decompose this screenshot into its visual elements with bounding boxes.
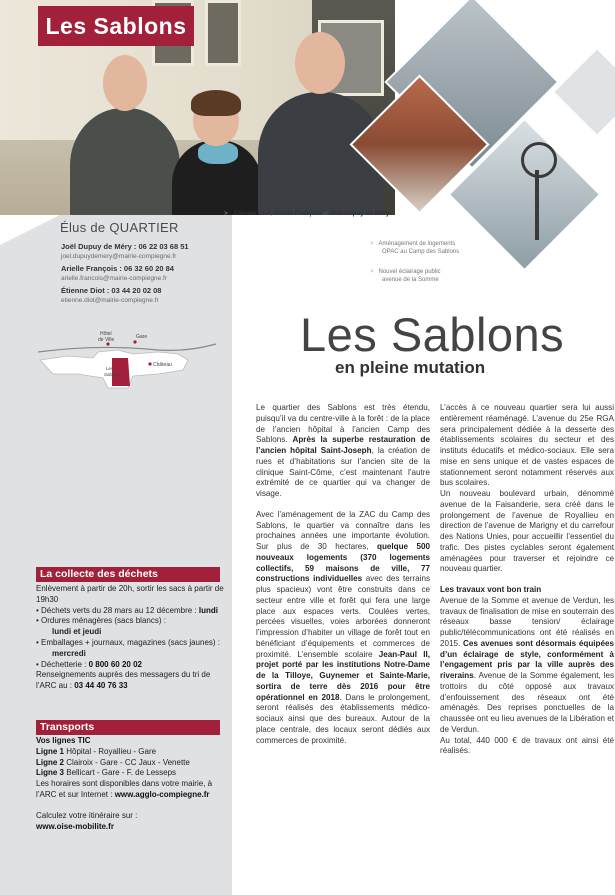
article-column-1 xyxy=(256,403,430,756)
collecte-text xyxy=(36,584,224,692)
paragraph xyxy=(256,403,430,500)
elu-email: joel.dupuydemery@mairie-compiegne.fr xyxy=(61,253,177,260)
map-label-hotel2: de Ville xyxy=(98,337,115,343)
map-label-chateau: Château xyxy=(153,362,172,368)
elu-name-phone: Joël Dupuy de Méry : 06 22 03 68 51 xyxy=(61,242,189,251)
collecte-emballages: • Emballages + journaux, magazines (sacs jaunes) : xyxy=(36,637,221,647)
ligne-text: Clairoix - Gare - CC Jaux - Venette xyxy=(64,757,190,767)
collecte-intro: Enlèvement à partir de 20h, sortir les sacs à partir de 19h30 xyxy=(36,584,224,604)
collecte-emballages-day: mercredi xyxy=(52,648,86,658)
right-caption-1: > Aménagement de logements OPAC au Camp des Sablons xyxy=(370,241,460,255)
text-run: Le quartier des Sablons est très étendu, puisqu’il va du centre-ville à la forêt : de la place de l’ancien hôpital à l’ancien Camp des Sablons. xyxy=(256,403,430,445)
diamond-photo-small xyxy=(552,47,615,138)
transports-horaires: Les horaires sont disponibles dans votre mairie, à l’ARC et sur Internet : xyxy=(36,779,213,799)
caption-line: avenue de la Somme xyxy=(382,277,439,283)
text-run: . Avenue de la Somme également, les trottoirs du côté opposé aux travaux d’enfouissement des réseaux ont été aménagés. Des reprises ponctuelles de la chaussée ont eu lieu avenues de la Libération et de Verdun. xyxy=(440,671,614,734)
street-lamp-pole xyxy=(535,170,539,240)
elu-entry xyxy=(61,242,189,262)
text-run: , la création de rues et d’habitations sur l’ancien site de la clinique Saint-Côme, c’est maintenant l’autre extrémité de ce quartier qui va changer de visage. xyxy=(256,446,431,498)
elus-heading: Élus de QUARTIER xyxy=(60,220,179,235)
ligne-text: Hôpital - Royallieu - Gare xyxy=(64,746,157,756)
transports-site-link[interactable]: www.agglo-compiegne.fr xyxy=(114,789,210,799)
transports-heading: Transports xyxy=(36,720,220,735)
text-run-bold: Après la superbe restauration de l’ancien hôpital Saint-Joseph xyxy=(256,435,430,455)
map-dot-chateau xyxy=(148,362,151,365)
map-label-les: Les xyxy=(106,366,114,371)
caption-line: Aménagement de logements xyxy=(378,241,456,247)
person-right-head xyxy=(295,32,345,94)
paragraph: L’accès à ce nouveau quartier sera lui aussi entièrement réaménagé. L’avenue du 25e RGA sera principalement dédiée à la desserte des établissements scolaires du secteur et des instituts éducatifs et médico-sociaux. Elle sera mise en sens unique et de vastes espaces de stationnement seront notamment réservés aux bus scolaires. xyxy=(440,403,614,488)
caption-sep: , xyxy=(270,210,273,217)
map-label-gare: Gare xyxy=(136,334,148,340)
elu-email: etienne.diot@mairie-compiegne.fr xyxy=(61,297,159,304)
collecte-menagers-days: lundi et jeudi xyxy=(52,627,102,637)
ligne-label: Ligne 2 xyxy=(36,757,65,767)
portrait-photo xyxy=(0,0,395,215)
person-left xyxy=(70,108,180,215)
text-run: Avec l’aménagement de la ZAC du Camp des Sablons, le quartier va connaître dans les prochaines années une importante évolution. Sur plus de 30 hectares, xyxy=(256,509,430,551)
text-run: Avenue de la Somme et avenue de Verdun, les travaux de finalisation de mise en souterrain des réseaux basse tension/ éclairage public/télécommunications ont été réalisés en 2015. xyxy=(440,595,614,648)
ligne-label: Ligne 1 xyxy=(36,746,65,756)
transports-text xyxy=(36,736,224,832)
article-column-2 xyxy=(440,403,614,767)
collecte-menagers: • Ordures ménagères (sacs blancs) : xyxy=(36,616,166,626)
map-river xyxy=(38,344,216,352)
photo-caption: > Etienne Diot, Arielle François et Joël Dupuy de Méry xyxy=(224,210,390,217)
collecte-verts-day: lundi xyxy=(198,605,218,615)
caption-name-3: Joël Dupuy de Méry xyxy=(329,210,390,217)
text-run-bold: Ces avenues sont désormais équipées d’un éclairage de style, conformément à l’engagement pris par la ville auprès des riverains xyxy=(440,638,614,680)
text-run-bold: quelque 500 nouveaux logements (370 logements collectifs, 59 maisons de ville, 77 constructions individuelles xyxy=(256,542,431,584)
map-label-sablons: Sablons xyxy=(104,372,121,377)
street-lamp-icon xyxy=(521,142,557,178)
transports-calc: Calculez votre itinéraire sur : xyxy=(36,810,138,820)
caption-name-2: Arielle François xyxy=(273,210,322,217)
article-subtitle: en pleine mutation xyxy=(335,358,486,377)
map-dot-gare xyxy=(133,340,136,343)
district-map xyxy=(38,330,218,392)
elu-name-phone: Arielle François : 06 32 60 20 84 xyxy=(61,264,174,273)
text-run-bold: Jean-Paul II, projet porté par les institutions Notre-Dame de la Tilloye, Guynemer et Sainte-Marie, sortira de terre dès 2016 pour être opérationnel en 2018 xyxy=(256,649,431,702)
collecte-rens-phone: 03 44 40 76 33 xyxy=(74,681,128,691)
article-title: Les Sablons xyxy=(300,308,565,361)
paragraph: Un nouveau boulevard urbain, dénommé avenue de la Faisanderie, sera créé dans le prolongement de l’avenue de Royallieu en direction de l’avenue de Marigny et du carrefour des Nations Unies, pour accueillir l’essentiel du trafic. Des pistes cyclables seront également aménagées pour traverser et rejoindre ce nouveau quartier. xyxy=(440,489,614,574)
caption-line: Nouvel éclairage public xyxy=(378,269,441,275)
caption-name-1: Etienne Diot xyxy=(233,210,271,217)
ligne-label: Ligne 3 xyxy=(36,768,65,778)
collecte-decheterie: • Déchetterie : xyxy=(36,659,89,669)
right-caption-2: > Nouvel éclairage public avenue de la Somme xyxy=(370,269,441,283)
ligne-text: Bellicart - Gare - F. de Lesseps xyxy=(64,768,177,778)
elu-entry xyxy=(61,264,174,284)
paragraph: Au total, 440 000 € de travaux ont ainsi été réalisés. xyxy=(440,735,614,756)
elu-entry xyxy=(61,286,161,306)
map-label-hotel: Hôtel xyxy=(100,331,112,337)
transports-sub: Vos lignes TIC xyxy=(36,736,91,745)
collecte-verts: • Déchets verts du 28 mars au 12 décembre : xyxy=(36,605,199,615)
window xyxy=(205,0,241,66)
sidebar-corner xyxy=(0,215,60,245)
section-heading: Les travaux vont bon train xyxy=(440,585,542,594)
collecte-rens: Renseignements auprès des messagers du tri de l’ARC au : xyxy=(36,670,211,691)
hair xyxy=(191,90,241,116)
collecte-heading: La collecte des déchets xyxy=(36,567,220,582)
caption-and: et xyxy=(322,210,329,217)
paragraph xyxy=(256,510,430,747)
person-left-head xyxy=(103,55,147,111)
transports-site2-link[interactable]: www.oise-mobilite.fr xyxy=(36,821,114,831)
text-run: avec des terrains plus spacieux) vont être construits dans ce secteur entre ville et forêt qui fera une large place aux espaces verts. Coulées vertes, percées visuelles, voies arborées donneront l’impression d’habiter un village de forêt tout en bénéficiant d’équipements et commerces de proximité. L’ensemble scolaire xyxy=(256,574,430,659)
elu-name-phone: Étienne Diot : 03 44 20 02 08 xyxy=(61,286,162,295)
elu-email: arielle.francois@mairie-compiegne.fr xyxy=(61,275,167,282)
caption-line: OPAC au Camp des Sablons xyxy=(382,249,460,255)
collecte-decheterie-phone: 0 800 60 20 02 xyxy=(88,659,142,669)
paragraph xyxy=(440,596,614,736)
page-title-badge: Les Sablons xyxy=(38,6,194,46)
text-run: . Dans le prolongement, seront réalisés des établissements médico-sociaux ainsi que des bureaux. Autour de la place centrale, des locaux seront dédiés aux commerces de proximité. xyxy=(256,692,431,745)
